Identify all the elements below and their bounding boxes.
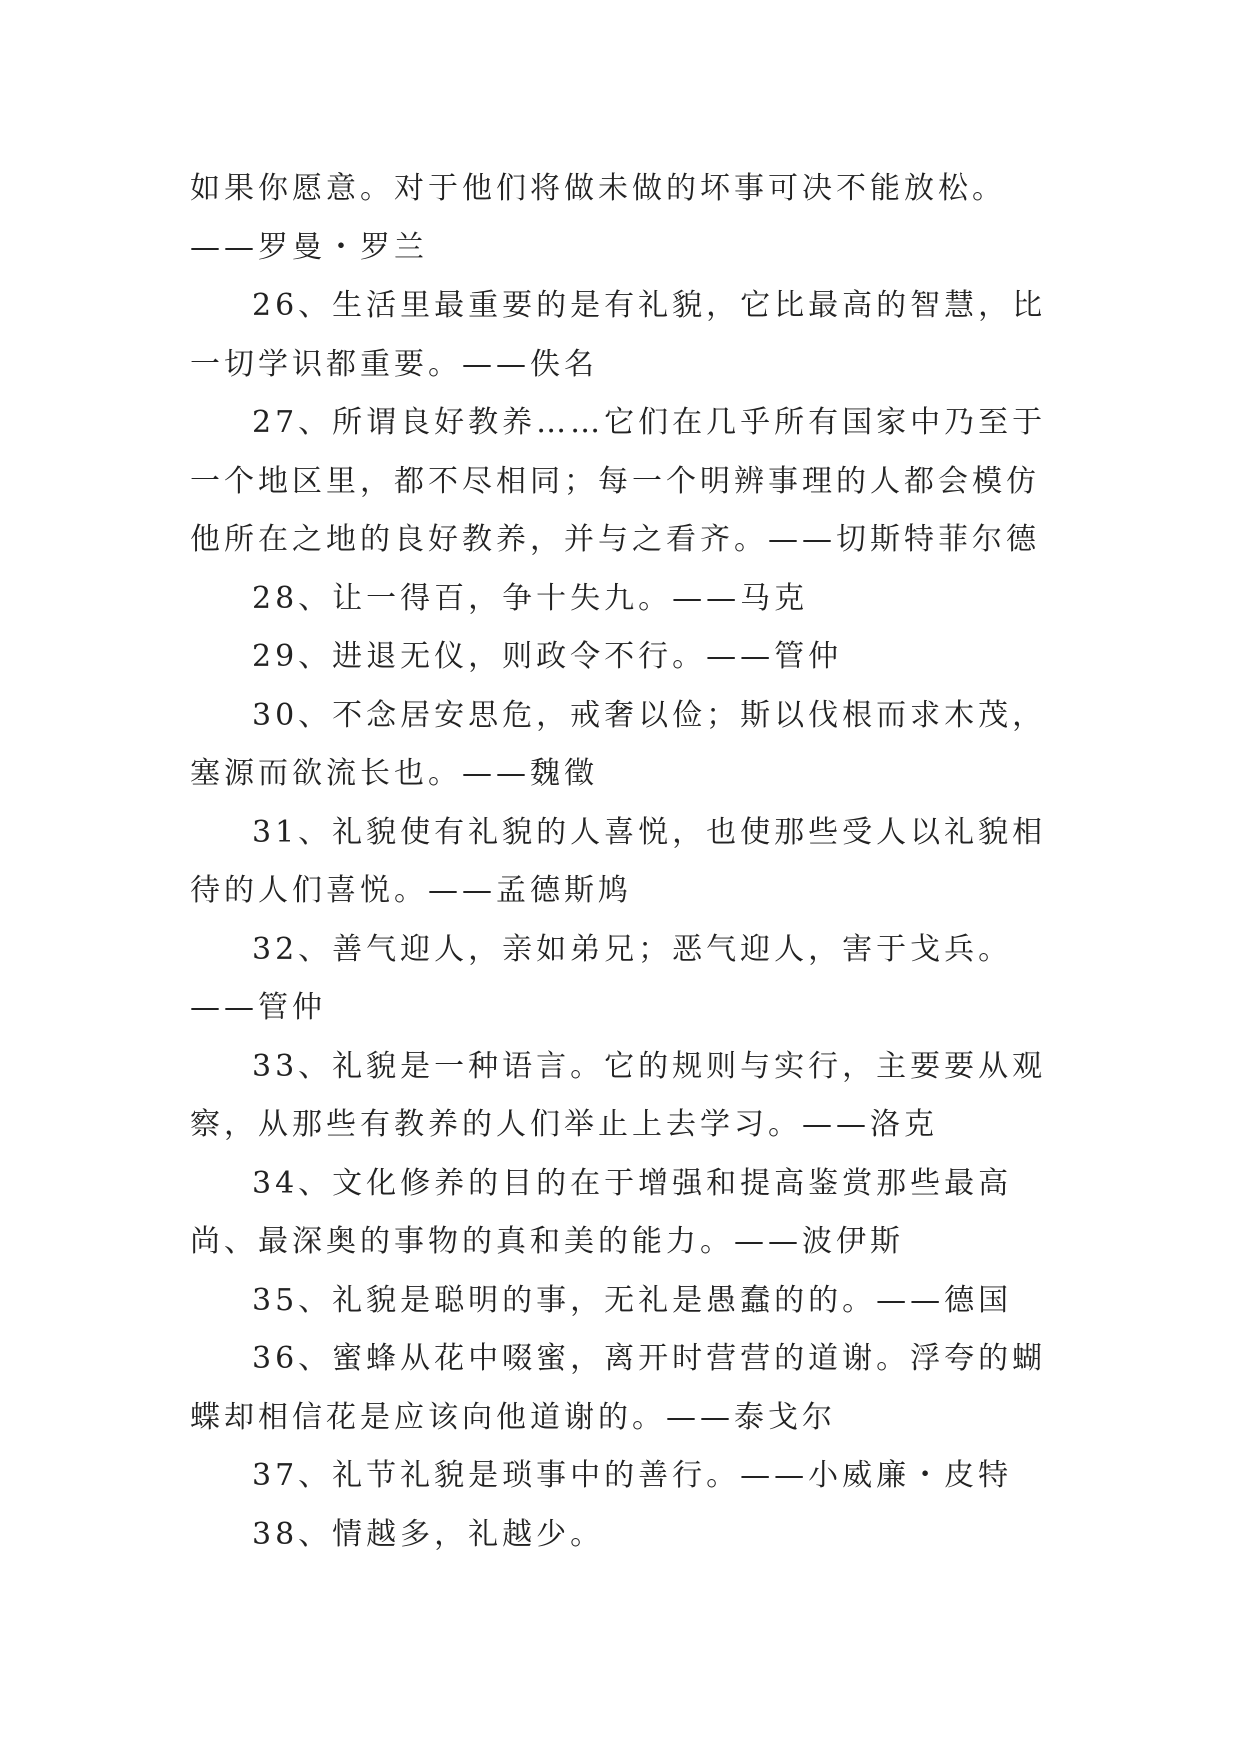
quote-33: 33、礼貌是一种语言。它的规则与实行，主要要从观察，从那些有教养的人们举止上去学习。——洛克 bbox=[190, 1048, 1047, 1142]
quote-25-continuation: 如果你愿意。对于他们将做未做的坏事可决不能放松。——罗曼・罗兰 bbox=[190, 171, 1006, 265]
quote-38: 38、情越多，礼越少。 bbox=[252, 1516, 605, 1552]
quote-35: 35、礼貌是聪明的事，无礼是愚蠢的的。——德国 bbox=[252, 1282, 1013, 1318]
quote-32: 32、善气迎人，亲如弟兄；恶气迎人，害于戈兵。——管仲 bbox=[190, 931, 1013, 1025]
document-page bbox=[190, 160, 1055, 1564]
quote-27: 27、所谓良好教养……它们在几乎所有国家中乃至于一个地区里，都不尽相同；每一个明辨事理的人都会模仿他所在之地的良好教养，并与之看齐。——切斯特菲尔德 bbox=[190, 405, 1047, 557]
quote-30: 30、不念居安思危，戒奢以俭；斯以伐根而求木茂，塞源而欲流长也。——魏徵 bbox=[190, 697, 1047, 791]
quote-31: 31、礼貌使有礼貌的人喜悦，也使那些受人以礼貌相待的人们喜悦。——孟德斯鸠 bbox=[190, 814, 1047, 908]
quote-26: 26、生活里最重要的是有礼貌，它比最高的智慧，比一切学识都重要。——佚名 bbox=[190, 288, 1047, 382]
quote-34: 34、文化修养的目的在于增强和提高鉴赏那些最高尚、最深奥的事物的真和美的能力。——波伊斯 bbox=[190, 1165, 1013, 1259]
quote-36: 36、蜜蜂从花中啜蜜，离开时营营的道谢。浮夸的蝴蝶却相信花是应该向他道谢的。——泰戈尔 bbox=[190, 1341, 1047, 1435]
quote-37: 37、礼节礼貌是琐事中的善行。——小威廉・皮特 bbox=[252, 1458, 1013, 1493]
quote-28: 28、让一得百，争十失九。——马克 bbox=[252, 580, 809, 616]
quote-29: 29、进退无仪，则政令不行。——管仲 bbox=[252, 639, 843, 674]
